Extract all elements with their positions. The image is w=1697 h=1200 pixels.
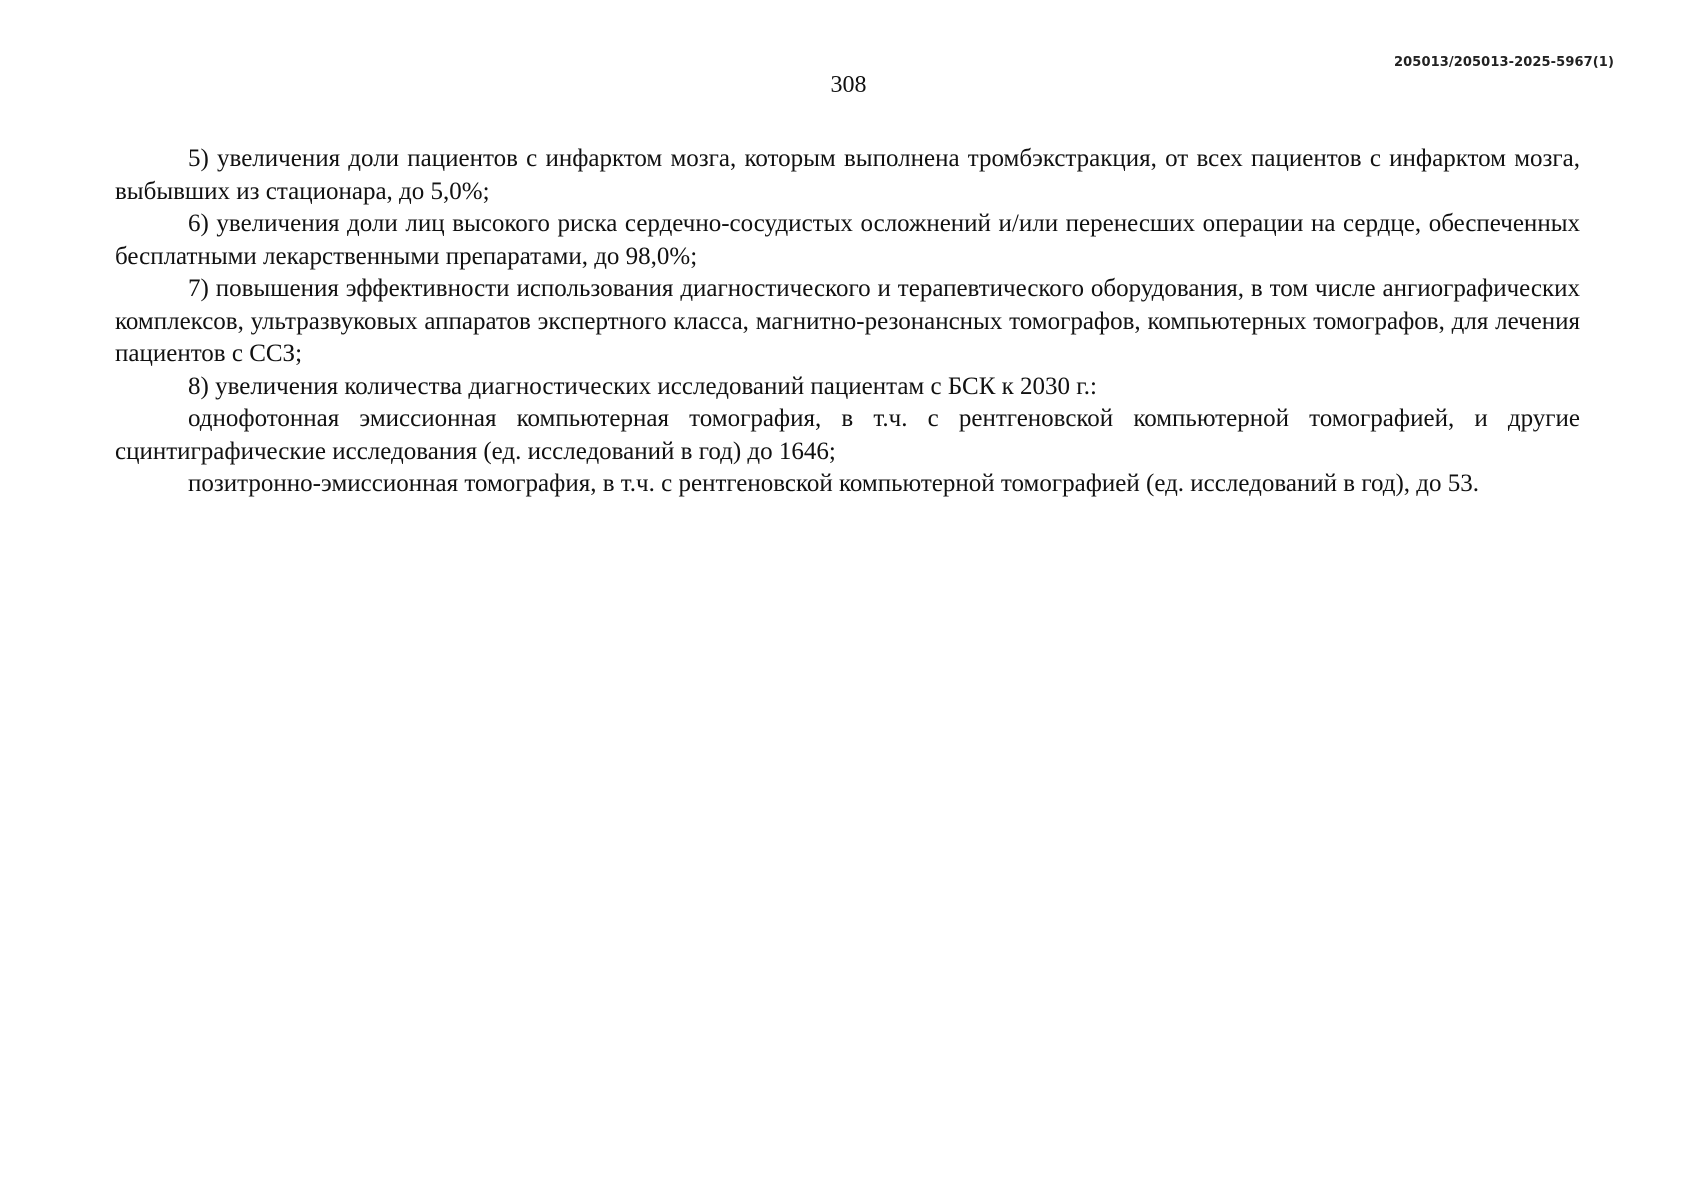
paragraph-item-8: 8) увеличения количества диагностических исследований пациентам с БСК к 2030 г.: xyxy=(188,372,1097,400)
page-number: 308 xyxy=(830,72,867,98)
paragraph-pet-ct: позитронно-эмиссионная томография, в т.ч. с рентгеновской компьютерной томографией (ед. исследований в год), до 53. xyxy=(188,470,1480,497)
document-id: 205013/205013-2025-5967(1) xyxy=(1394,55,1614,70)
paragraph-item-7: 7) повышения эффективности использования диагностического и терапевтического оборудования, в том числе ангиографических комплексов, ультразвуковых аппаратов экспертного класса, магнитно-резонансных томографов, компьютерных томографов, для лечения пациентов с ССЗ; xyxy=(115,275,1580,367)
body-text xyxy=(115,143,1580,501)
paragraph-item-5: 5) увеличения доли пациентов с инфарктом мозга, которым выполнена тромбэкстракция, от всех пациентов с инфарктом мозга, выбывших из стационара, до 5,0%; xyxy=(115,145,1580,205)
paragraph-spect-ct: однофотонная эмиссионная компьютерная томография, в т.ч. с рентгеновской компьютерной томографией, и другие сцинтиграфические исследования (ед. исследований в год) до 1646; xyxy=(115,405,1580,465)
paragraph-item-6: 6) увеличения доли лиц высокого риска сердечно-сосудистых осложнений и/или перенесших операции на сердце, обеспеченных бесплатными лекарственными препаратами, до 98,0%; xyxy=(115,210,1580,270)
